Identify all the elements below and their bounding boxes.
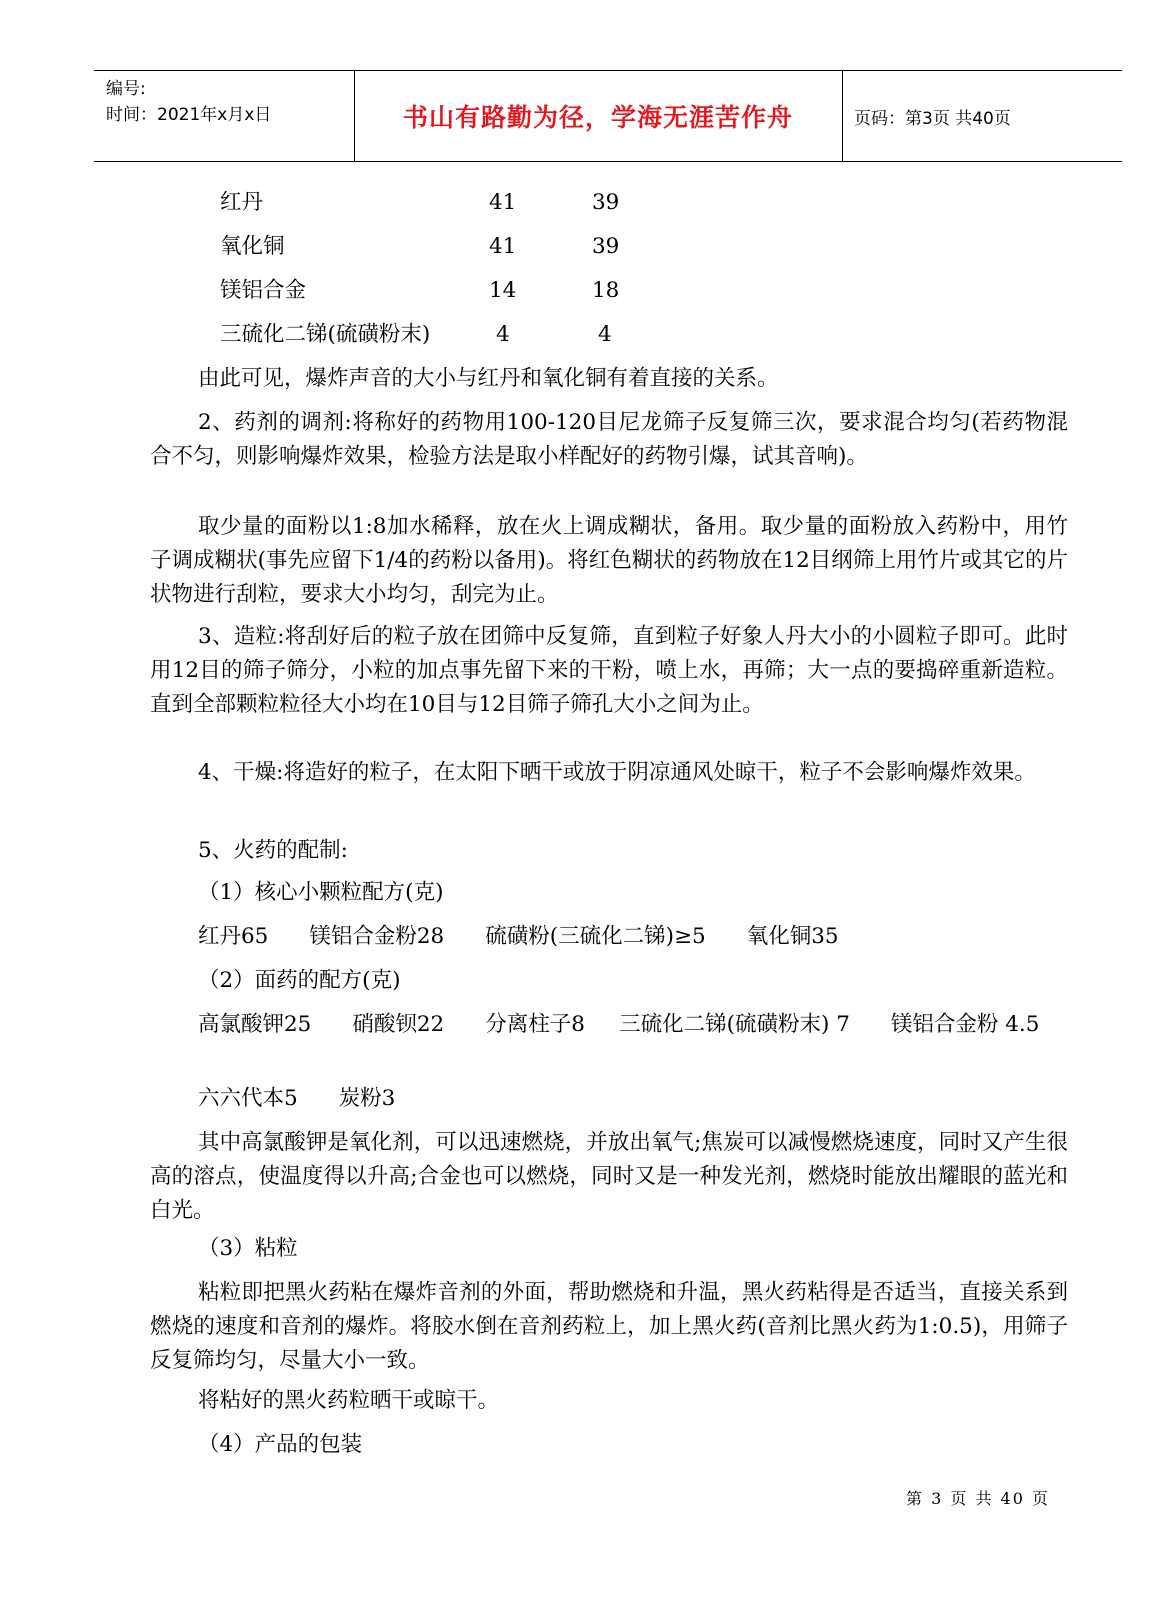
paragraph: 5、火药的配制: bbox=[198, 838, 348, 863]
table-cell-value: 14 bbox=[489, 278, 517, 303]
table-cell-name: 三硫化二锑(硫磺粉末) bbox=[220, 322, 431, 347]
section-heading: （4）产品的包装 bbox=[198, 1432, 363, 1457]
table-cell-value: 39 bbox=[592, 190, 620, 215]
header-meta bbox=[106, 76, 271, 128]
section-heading: （2）面药的配方(克) bbox=[198, 968, 401, 993]
table-cell-value: 41 bbox=[489, 234, 517, 259]
section-heading: （3）粘粒 bbox=[198, 1236, 298, 1261]
table-cell-value: 41 bbox=[489, 190, 517, 215]
header-divider-right bbox=[842, 70, 843, 162]
document-time-label: 时间：2021年x月x日 bbox=[106, 105, 272, 125]
table-cell-value: 4 bbox=[496, 322, 510, 347]
table-cell-name: 氧化铜 bbox=[220, 234, 285, 259]
table-cell-name: 红丹 bbox=[220, 190, 264, 215]
page-header bbox=[94, 70, 1122, 162]
table-cell-value: 4 bbox=[598, 322, 612, 347]
table-cell-value: 39 bbox=[592, 234, 620, 259]
paragraph: 2、药剂的调剂:将称好的药物用100-120目尼龙筛子反复筛三次，要求混合均匀(若药物混合不匀，则影响爆炸效果，检验方法是取小样配好的药物引爆，试其音响)。 bbox=[150, 410, 1068, 469]
paragraph: 3、造粒:将刮好后的粒子放在团筛中反复筛，直到粒子好象人丹大小的小圆粒子即可。此时用12目的筛子筛分，小粒的加点事先留下来的干粉，喷上水，再筛；大一点的要捣碎重新造粒。直到全部颗粒粒径大小均在10目与12目筛子筛孔大小之间为止。 bbox=[150, 624, 1068, 717]
paragraph: 4、干燥:将造好的粒子，在太阳下晒干或放于阴凉通风处晾干，粒子不会影响爆炸效果。 bbox=[198, 760, 1036, 785]
section-heading: （1）核心小颗粒配方(克) bbox=[198, 880, 444, 905]
header-page-number: 页码：第3页 共40页 bbox=[854, 109, 1011, 129]
document-number-label: 编号: bbox=[106, 79, 146, 99]
paragraph: 由此可见，爆炸声音的大小与红丹和氧化铜有着直接的关系。 bbox=[198, 366, 779, 391]
formula-line: 红丹65 镁铝合金粉28 硫磺粉(三硫化二锑)≥5 氧化铜35 bbox=[198, 924, 839, 949]
table-cell-value: 18 bbox=[592, 278, 620, 303]
paragraph: 粘粒即把黑火药粘在爆炸音剂的外面，帮助燃烧和升温，黑火药粘得是否适当，直接关系到燃烧的速度和音剂的爆炸。将胶水倒在音剂药粒上，加上黑火药(音剂比黑火药为1:0.5)，用筛子反复筛均匀，尽量大小一致。 bbox=[150, 1280, 1068, 1373]
header-motto: 书山有路勤为径，学海无涯苦作舟 bbox=[402, 103, 793, 132]
table-cell-name: 镁铝合金 bbox=[220, 278, 307, 303]
paragraph: 将粘好的黑火药粒晒干或晾干。 bbox=[198, 1388, 500, 1413]
formula-line: 高氯酸钾25 硝酸钡22 分离柱子8 三硫化二锑(硫磺粉末) 7 镁铝合金粉 4.5 bbox=[198, 1012, 1040, 1037]
paragraph: 其中高氯酸钾是氧化剂，可以迅速燃烧，并放出氧气;焦炭可以减慢燃烧速度，同时又产生很高的溶点，使温度得以升高;合金也可以燃烧，同时又是一种发光剂，燃烧时能放出耀眼的蓝光和白光。 bbox=[150, 1130, 1068, 1223]
formula-line: 六六代本5 炭粉3 bbox=[198, 1086, 396, 1111]
footer-page-number: 第 3 页 共 40 页 bbox=[906, 1489, 1050, 1508]
paragraph: 取少量的面粉以1:8加水稀释，放在火上调成糊状，备用。取少量的面粉放入药粉中，用竹子调成糊状(事先应留下1/4的药粉以备用)。将红色糊状的药物放在12目纲筛上用竹片或其它的片状物进行刮粒，要求大小均匀，刮完为止。 bbox=[150, 514, 1068, 607]
